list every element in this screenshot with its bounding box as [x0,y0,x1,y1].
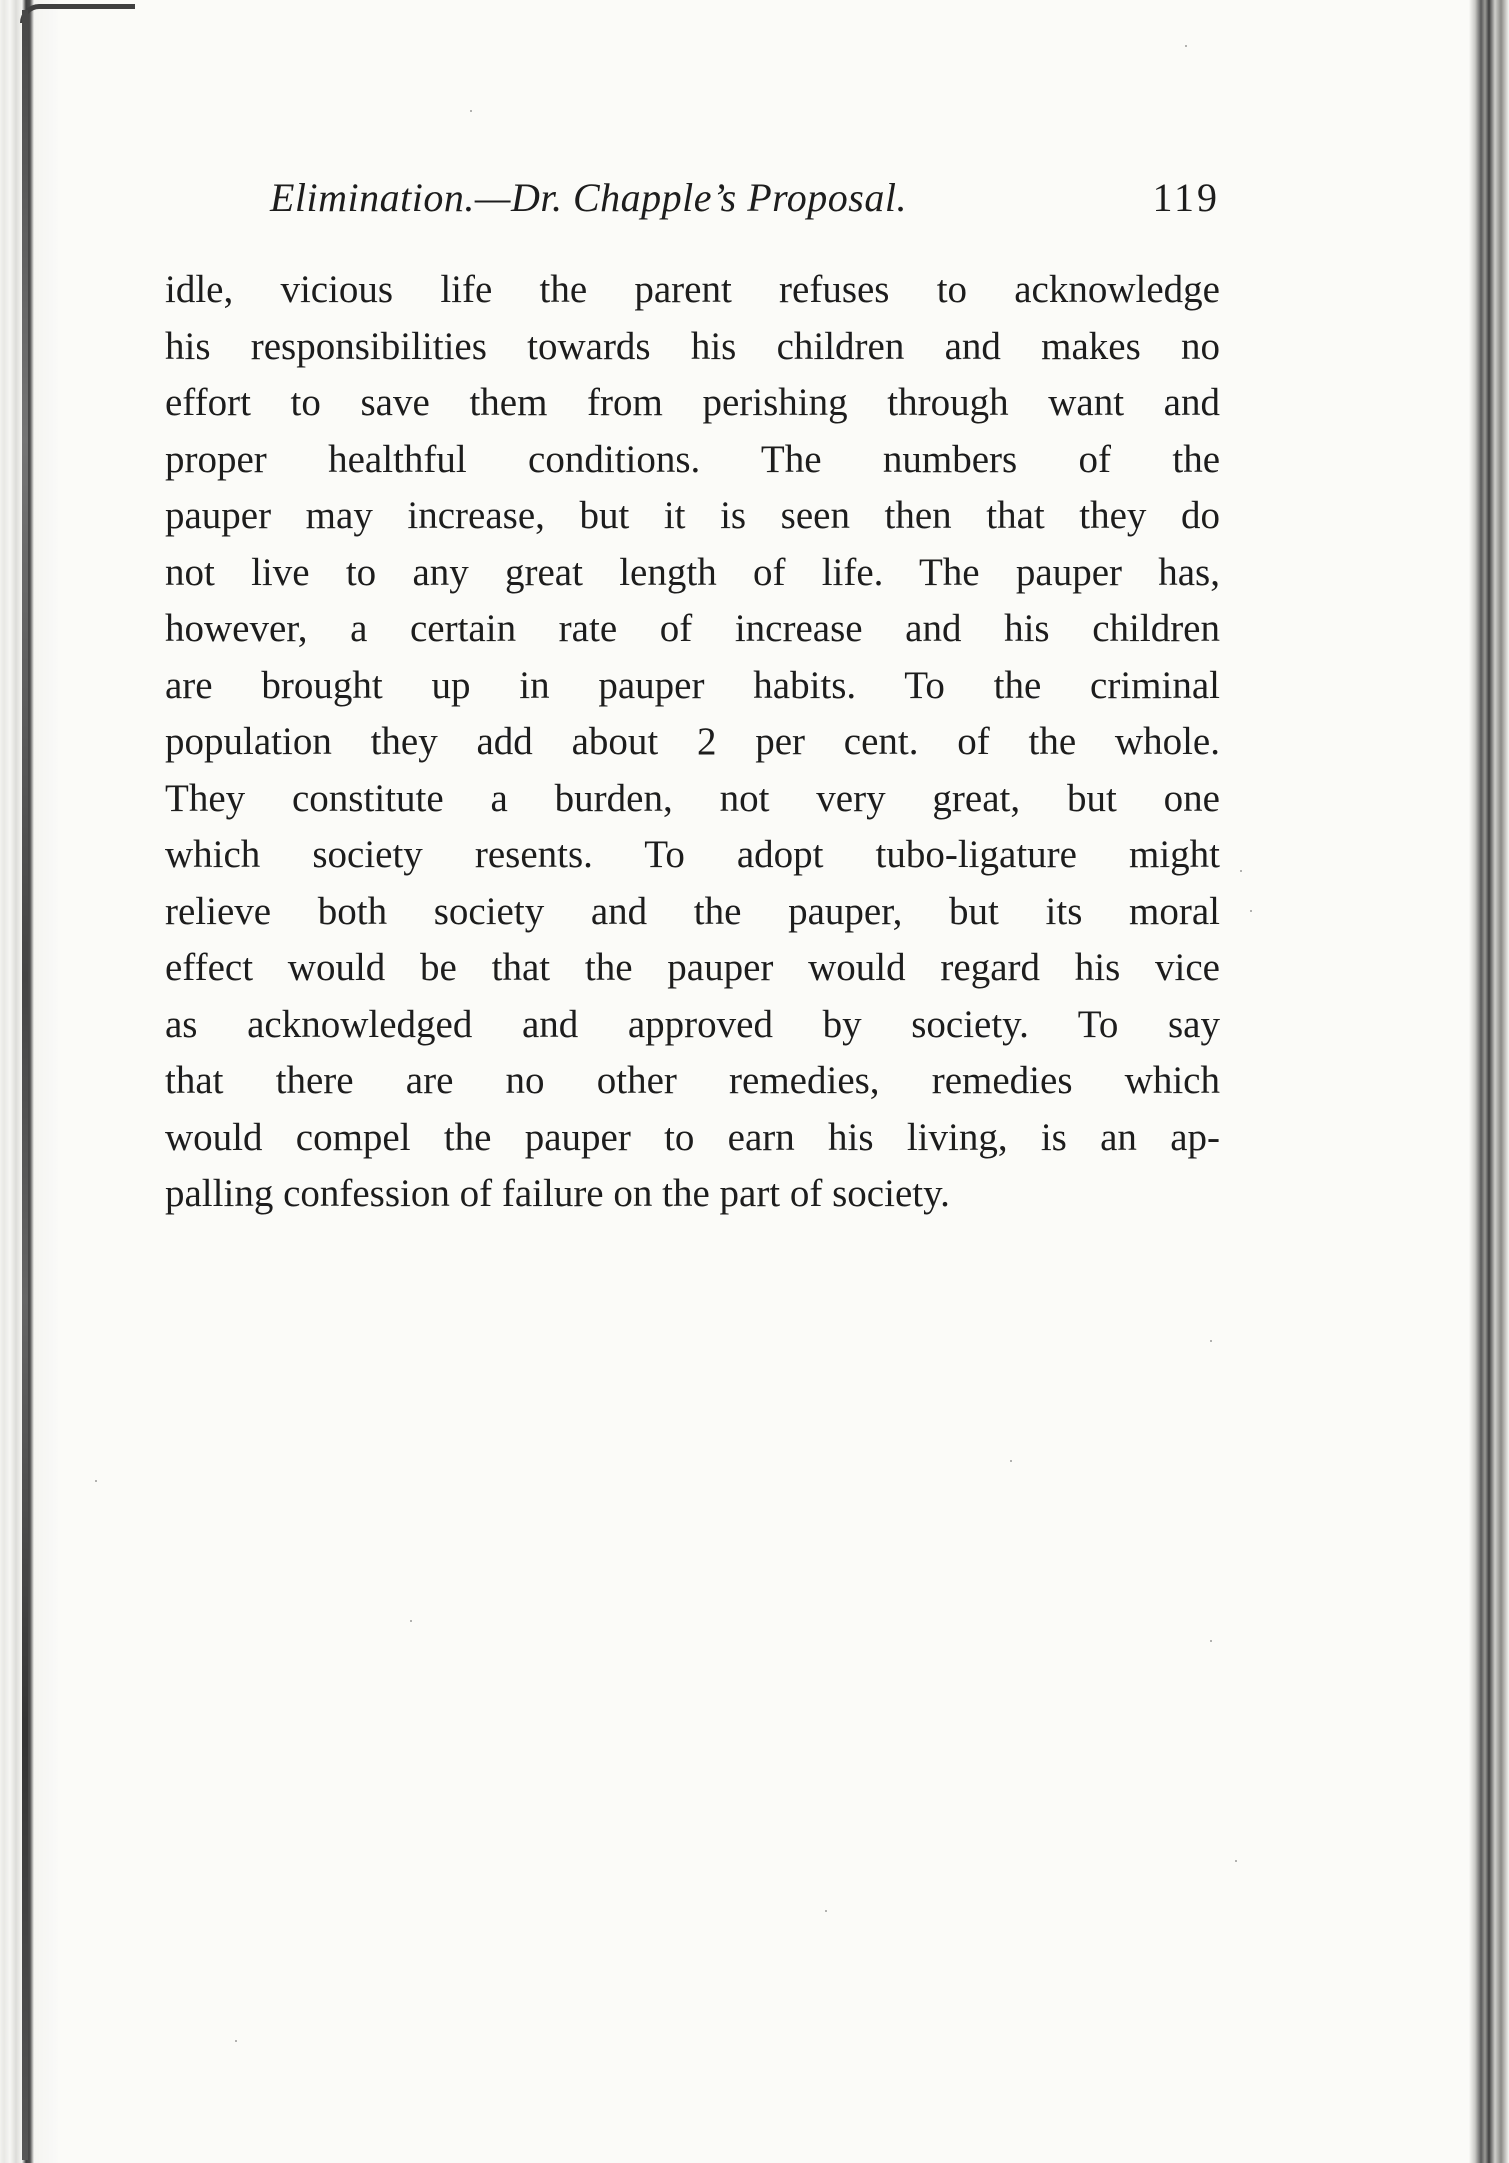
scan-speck [1210,1340,1212,1342]
scan-speck [1210,1640,1212,1642]
text-line: would compel the pauper to earn his living, is an ap- [165,1115,1220,1159]
text-line: that there are no other remedies, remedies which [165,1059,1220,1102]
text-line: however, a certain rate of increase and his children [165,607,1220,650]
text-line: pauper may increase, but it is seen then that they do [165,494,1220,537]
running-title: Elimination.—Dr. Chapple’s Proposal. [270,175,907,220]
text-line: as acknowledged and approved by society. To say [165,1002,1220,1046]
text-line: not live to any great length of life. The pauper has, [165,550,1220,594]
text-line: population they add about 2 per cent. of the whole. [165,720,1220,763]
spine-shadow [22,10,28,2160]
scan-speck [825,1910,827,1912]
text-line: relieve both society and the pauper, but its moral [165,889,1220,933]
scan-speck [470,110,472,112]
page-number: 119 [1152,175,1220,220]
scan-speck [1240,870,1242,872]
scan-speck [410,1620,412,1622]
text-line: effect would be that the pauper would regard his vice [165,946,1220,989]
text-line: are brought up in pauper habits. To the criminal [165,663,1220,707]
body-paragraph [165,262,1220,1223]
scan-speck [1010,1460,1012,1462]
binding-edge-left [0,0,58,2163]
text-line: effort to save them from perishing through want and [165,381,1220,424]
scan-speck [1185,45,1187,47]
page-edge-right [1469,0,1509,2163]
text-line: idle, vicious life the parent refuses to acknowledge [165,268,1220,311]
text-line: They constitute a burden, not very great, but one [165,776,1220,820]
text-line: proper healthful conditions. The numbers of the [165,437,1220,481]
text-line: palling confession of failure on the part of society. [165,1172,950,1215]
scan-speck [95,1480,97,1482]
scan-speck [1250,910,1252,912]
scan-speck [235,2040,237,2042]
page-curl-decoration [20,4,135,23]
scan-speck [1235,1860,1237,1862]
text-line: which society resents. To adopt tubo-ligature might [165,833,1220,876]
text-line: his responsibilities towards his children and makes no [165,324,1220,368]
running-header [165,168,1220,228]
